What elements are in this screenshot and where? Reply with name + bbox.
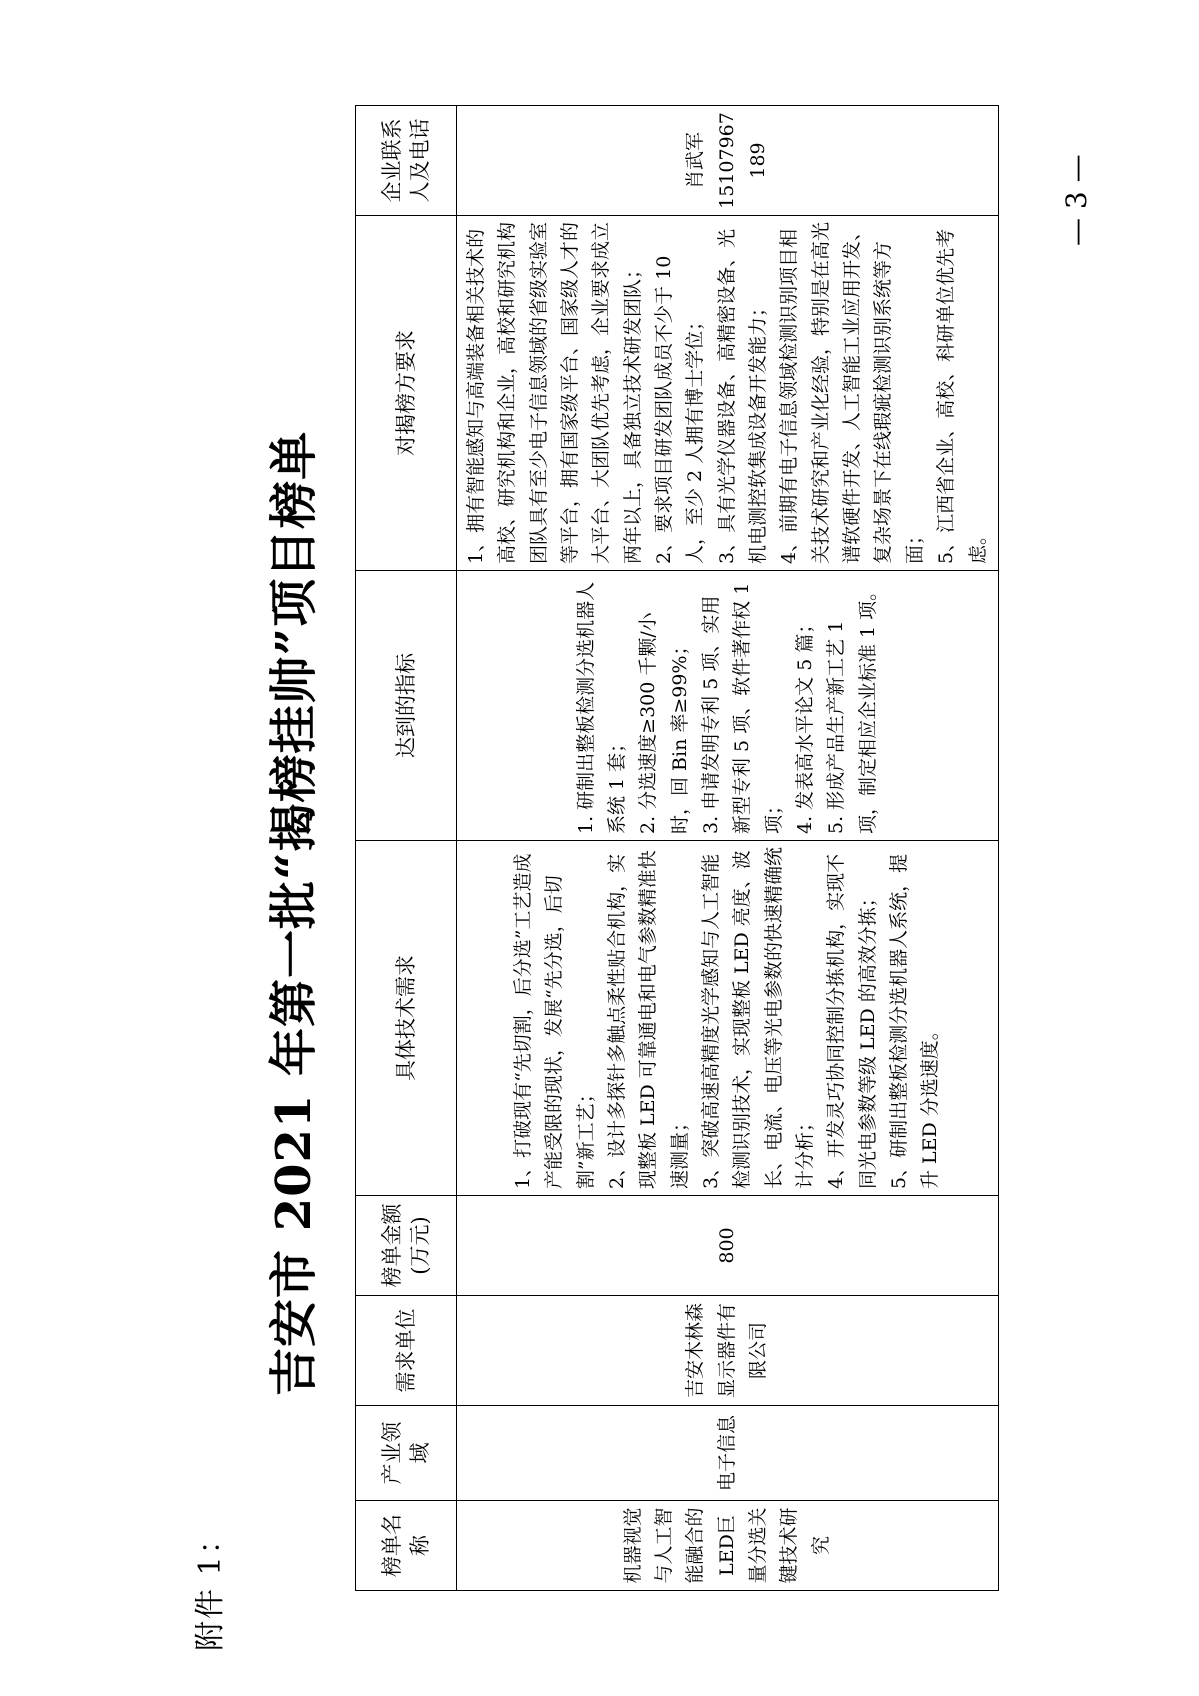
tech-item: 5、研制出整板检测分选机器人系统，提升 LED 分选速度。 xyxy=(888,853,942,1189)
cell-candidate xyxy=(457,216,999,571)
header-amount: 榜单金额(万元) xyxy=(356,1196,457,1296)
cell-unit: 吉安木林森显示器件有限公司 xyxy=(457,1296,999,1406)
tech-item: 1、打破现有“先切割，后分选”工艺造成产能受限的现状，发展“先分选，后切割”新工艺； xyxy=(512,853,597,1189)
header-contact: 企业联系人及电话 xyxy=(356,106,457,216)
cell-tech xyxy=(457,841,999,1196)
index-item: 2. 分选速度≥300 千颗/小时，回 Bin 率≥99%； xyxy=(637,612,691,834)
attachment-label: 附件 1： xyxy=(193,1522,228,1651)
candidate-item: 5、江西省企业、高校、科研单位优先考虑。 xyxy=(935,228,989,564)
cell-amount: 800 xyxy=(457,1196,999,1296)
contact-phone: 15107967189 xyxy=(715,112,770,209)
header-unit: 需求单位 xyxy=(356,1296,457,1406)
candidate-item: 4、前期有电子信息领域检测识别项目相关技术研究和产业化经验，特别是在高光谱软硬件开发、人工智能工业应用开发、复杂场景下在线瑕疵检测识别系统等方面； xyxy=(778,221,926,564)
cell-field: 电子信息 xyxy=(457,1406,999,1501)
cell-index xyxy=(457,571,999,841)
table-header-row xyxy=(356,106,457,1591)
cell-name: 机器视觉与人工智能融合的LED巨量分选关键技术研究 xyxy=(457,1501,999,1591)
page-number: — 3 — xyxy=(1060,154,1093,246)
cell-contact xyxy=(457,106,999,216)
candidate-item: 1、拥有智能感知与高端装备相关技术的高校、研究机构和企业，高校和研究机构团队具有至少电子信息领域的省级实验室等平台，拥有国家级平台、国家级人才的大平台、大团队优先考虑，企业要求成立两年以上，具备独立技术研发团队； xyxy=(465,221,644,564)
project-table xyxy=(355,105,999,1591)
index-item: 1. 研制出整板检测分选机器人系统 1 套； xyxy=(574,581,629,834)
index-item: 5. 形成产品生产新工艺 1 项，制定相应企业标准 1 项。 xyxy=(825,581,879,834)
header-candidate: 对揭榜方要求 xyxy=(356,216,457,571)
table-row xyxy=(457,106,999,1591)
document-page xyxy=(0,96,1150,1696)
candidate-item: 2、要求项目研发团队成员不少于 10 人，至少 2 人拥有博士学位； xyxy=(653,255,707,564)
tech-item: 3、突破高速高精度光学感知与人工智能检测识别技术，实现整板 LED 亮度、波长、电流、电压等光电参数的快速精确统计分析； xyxy=(700,846,817,1189)
tech-item: 2、设计多探针多触点柔性贴合机构，实现整板 LED 可靠通电和电气参数精准快速测量； xyxy=(606,850,691,1189)
header-name: 榜单名称 xyxy=(356,1501,457,1591)
candidate-item: 3、具有光学仪器设备、高精密设备、光机电测控软集成设备开发能力； xyxy=(715,228,770,564)
contact-name: 肖武军 xyxy=(684,132,707,190)
header-tech: 具体技术需求 xyxy=(356,841,457,1196)
index-item: 3. 申请发明专利 5 项、实用新型专利 5 项、软件著作权 1 项； xyxy=(700,582,785,834)
index-item: 4. 发表高水平论文 5 篇； xyxy=(794,614,817,834)
header-field: 产业领域 xyxy=(356,1406,457,1501)
tech-item: 4、开发灵巧协同控制分拣机构，实现不同光电参数等级 LED 的高效分拣； xyxy=(825,853,879,1189)
header-index: 达到的指标 xyxy=(356,571,457,841)
page-title: 吉安市 2021 年第一批“揭榜挂帅”项目榜单 xyxy=(266,430,322,1396)
